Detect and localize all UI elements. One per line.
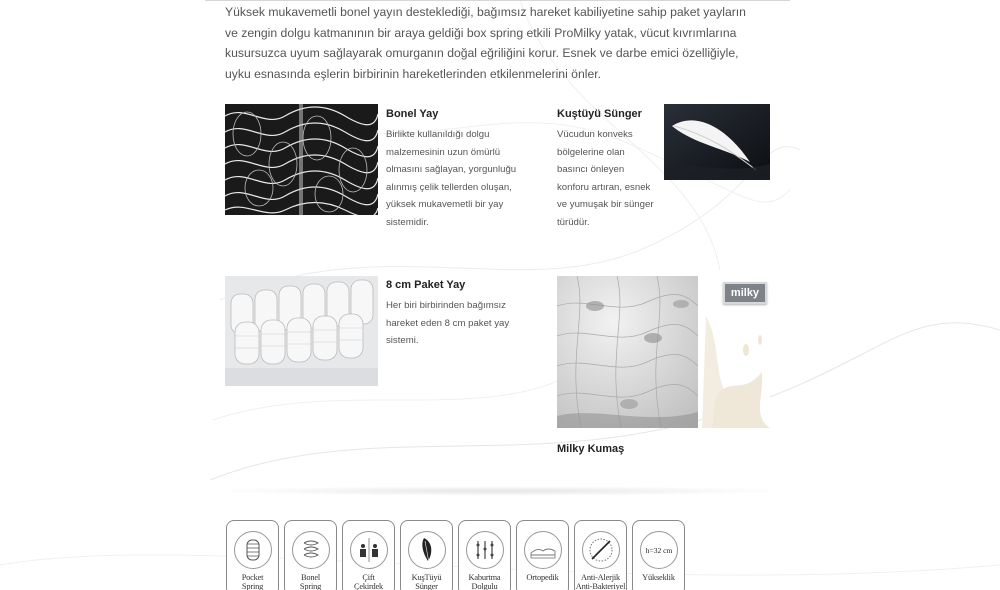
intro-line: kusursuzca uyum sağlayarak omurganın doğal eğriliğini korur. Esnek ve darbe emici özelliğiyle, [225, 46, 739, 60]
badge-icon-circle [582, 531, 620, 569]
description-line: hareket eden 8 cm paket yay [386, 317, 510, 329]
quilted-fabric-image [557, 276, 698, 428]
intro-paragraph [225, 2, 785, 84]
quilting-icon [470, 535, 500, 565]
badge-label [285, 573, 336, 590]
pocket-spring-icon [238, 535, 268, 565]
feature-badges [226, 520, 686, 590]
height-icon: h=32 cm [645, 545, 673, 555]
anti-allergic-icon [586, 535, 616, 565]
badge-height [632, 520, 685, 590]
description-line: alınmış çelik tellerden oluşan, [386, 181, 512, 193]
badge-label-line: Spring [299, 582, 322, 590]
badge-label-line: Çift [362, 573, 375, 582]
paket-description [386, 297, 509, 350]
description-line: olmasını sağlayan, yorgunluğu [386, 164, 517, 176]
intro-line: uyku esnasında eşlerin birbirinin hareketlerinden etkilenmelerini önler. [225, 66, 601, 81]
badge-label [401, 573, 452, 590]
badge-label [633, 573, 684, 582]
badge-double-core [342, 520, 395, 590]
badge-label-line: KuşTüyü [411, 573, 442, 582]
badge-label [459, 573, 510, 590]
description-line: sistemidir. [386, 216, 429, 228]
badge-icon-circle [524, 531, 562, 569]
badge-label-line: Anti-Bakteriyel [575, 582, 626, 590]
intro-line: ve zengin dolgu katmanının bir araya geldiği box spring etkili ProMilky yatak, vücut kıvrımlarına [225, 25, 737, 40]
feather-image [664, 104, 770, 180]
badge-orthopedic [516, 520, 569, 590]
description-line: sistemi. [386, 335, 419, 347]
description-line: malzemesinin uzun ömürlü [386, 146, 501, 158]
double-core-icon [354, 535, 384, 565]
badge-label [575, 573, 626, 590]
description-line: Birlikte kullanıldığı dolgu [386, 129, 490, 140]
kustuyu-description [557, 126, 654, 232]
badge-feather [400, 520, 453, 590]
badge-icon-circle [640, 531, 678, 569]
orthopedic-icon [528, 535, 558, 565]
bonel-spring-icon [296, 535, 326, 565]
description-line: konforu artıran, esnek [557, 181, 651, 193]
badge-icon-circle [234, 531, 272, 569]
badge-label-line: Dolgulu [471, 582, 498, 590]
badge-label [517, 573, 568, 582]
badge-label-line: Sünger [415, 582, 438, 590]
milky-title: Milky Kumaş [557, 443, 625, 455]
badge-label [343, 573, 394, 590]
description-line: Vücudun konveks [557, 129, 633, 140]
bonel-spring-image [225, 104, 378, 215]
badge-label-line: Kaburtma [468, 573, 501, 582]
badge-icon-circle [350, 531, 388, 569]
description-line: yüksek mukavemetli bir yay [386, 199, 504, 211]
kustuyu-title: Kuştüyü Sünger [557, 108, 642, 120]
pocket-spring-image [225, 276, 378, 386]
badge-label-line: Anti-Alerjik [580, 573, 620, 582]
feather-icon [412, 535, 442, 565]
badge-icon-circle [466, 531, 504, 569]
badge-quilting [458, 520, 511, 590]
badge-label-line: Spring [241, 582, 264, 590]
description-line: Her biri birbirinden bağımsız [386, 300, 506, 311]
badge-anti-allergic [574, 520, 627, 590]
badge-label [227, 573, 278, 590]
milky-logo-text: milky [730, 287, 760, 299]
description-line: basıncı önleyen [557, 164, 625, 176]
badge-label-line: Pocket [241, 573, 264, 582]
section-divider-shadow [210, 486, 790, 496]
paket-title: 8 cm Paket Yay [386, 279, 466, 291]
bonel-description [386, 126, 516, 232]
intro-line: Yüksek mukavemetli bonel yayın desteklediği, bağımsız hareket kabiliyetine sahip paket yayların [225, 5, 746, 19]
badge-icon-circle [292, 531, 330, 569]
badge-label-line: Bonel [300, 573, 320, 582]
description-line: bölgelerine olan [557, 146, 625, 158]
top-divider [205, 0, 790, 1]
badge-pocket-spring [226, 520, 279, 590]
badge-icon-circle [408, 531, 446, 569]
bonel-title: Bonel Yay [386, 108, 439, 120]
badge-label-line: Ortopedik [526, 573, 559, 582]
description-line: türüdür. [557, 216, 590, 228]
description-line: ve yumuşak bir sünger [557, 199, 654, 211]
badge-label-line: Yükseklik [642, 573, 675, 582]
badge-label-line: Çekirdek [353, 582, 384, 590]
milky-logo [723, 282, 767, 304]
badge-bonel-spring [284, 520, 337, 590]
